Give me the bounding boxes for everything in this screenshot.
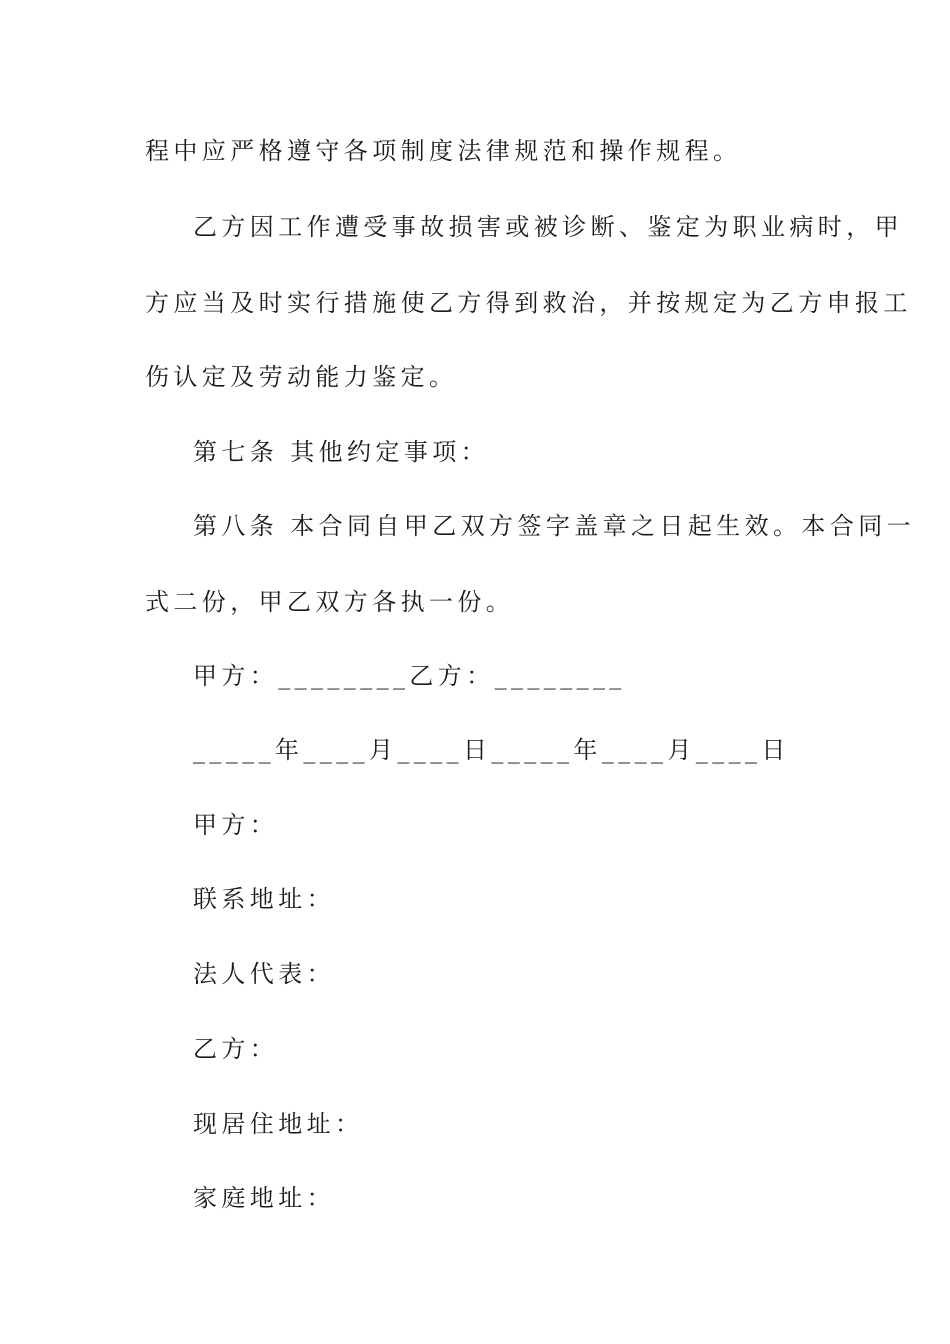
paragraph-line-3: 方应当及时实行措施使乙方得到救治，并按规定为乙方申报工 (145, 289, 912, 317)
paragraph-line-4: 伤认定及劳动能力鉴定。 (145, 363, 458, 391)
party-a-label: 甲方： (193, 811, 279, 839)
contact-address-label: 联系地址： (193, 885, 335, 913)
paragraph-line-2: 乙方因工作遭受事故损害或被诊断、鉴定为职业病时，甲 (193, 213, 903, 241)
legal-representative-label: 法人代表： (193, 960, 335, 988)
article-eight-line-2: 式二份，甲乙双方各执一份。 (145, 588, 515, 616)
current-address-label: 现居住地址： (193, 1110, 364, 1138)
party-b-label: 乙方： (193, 1035, 279, 1063)
home-address-label: 家庭地址： (193, 1184, 335, 1212)
paragraph-line-1: 程中应严格遵守各项制度法律规范和操作规程。 (145, 137, 742, 165)
article-eight-line-1: 第八条 本合同自甲乙双方签字盖章之日起生效。本合同一 (193, 512, 916, 540)
party-signature-line: 甲方：________乙方：________ (193, 662, 626, 690)
date-line: _____年____月____日_____年____月____日 (193, 736, 790, 764)
article-seven: 第七条 其他约定事项： (193, 438, 490, 466)
